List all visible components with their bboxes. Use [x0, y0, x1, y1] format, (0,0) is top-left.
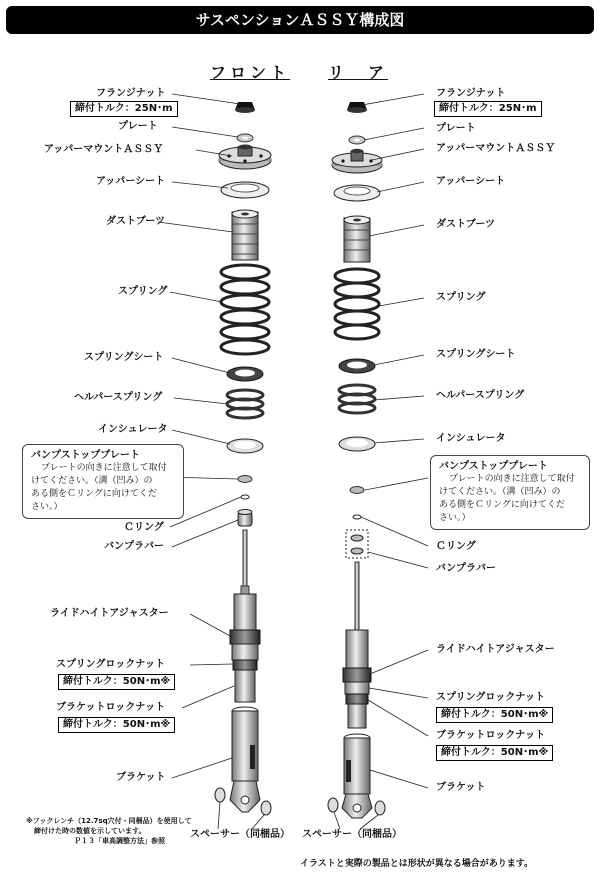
front-torque-flange-nut: 締付トルク：25N･m [70, 101, 178, 117]
rear-helper-spring [339, 385, 375, 413]
rear-label-c-ring: Ｃリング [436, 541, 476, 552]
rear-bump-rubber [346, 530, 368, 558]
front-bump-stop-callout [22, 444, 184, 519]
rear-torque-spring-lock-nut: 締付トルク：50N･m※ [436, 707, 553, 723]
rear-label-spring-seat: スプリングシート [436, 349, 516, 360]
front-bump-stop-plate [238, 476, 252, 483]
rear-label-spacer: スペーサー（同梱品） [302, 829, 402, 840]
front-label-upper-mount: アッパーマウントＡＳＳＹ [44, 144, 164, 155]
torque-note-line3: Ｐ１３「車高調整方法」参照 [74, 837, 165, 845]
rear-bump-stop-line1: プレートの向きに注意して取付 [449, 474, 575, 484]
front-label-bracket: ブラケット [116, 772, 166, 783]
rear-c-ring [353, 515, 361, 519]
rear-label-bracket: ブラケット [436, 782, 486, 793]
front-dust-boots [232, 210, 258, 260]
rear-bump-stop-plate [350, 487, 364, 494]
rear-label-spring: スプリング [436, 292, 486, 303]
rear-bump-stop-title: バンプストッププレート [439, 461, 548, 472]
front-label-c-ring: Ｃリング [124, 522, 164, 533]
rear-damper [343, 562, 371, 728]
torque-note [26, 816, 192, 846]
front-label-plate: プレート [118, 121, 158, 132]
rear-bump-stop-line2: けてください。（溝（凹み）の [439, 487, 561, 497]
rear-bump-stop-line3: ある側をＣリングに向けてくだ [439, 500, 565, 510]
rear-bump-stop-line4: さい。） [439, 513, 471, 523]
rear-label-helper-spring: ヘルパースプリング [436, 390, 525, 401]
front-label-helper-spring: ヘルパースプリング [74, 392, 163, 403]
front-torque-spring-lock-nut: 締付トルク：50N･m※ [58, 674, 175, 690]
front-bump-stop-line1: プレートの向きに注意して取付 [41, 463, 167, 473]
front-c-ring [241, 495, 249, 499]
rear-spring [335, 269, 379, 339]
rear-bracket [328, 734, 385, 818]
rear-torque-bracket-lock-nut: 締付トルク：50N･m※ [436, 745, 553, 761]
front-bump-stop-line3: ある側をＣリングに向けてくだ [31, 489, 157, 499]
rear-upper-mount [332, 149, 382, 173]
front-assembly [215, 102, 271, 815]
torque-note-line2: 締付けた時の数値を示しています。 [34, 827, 146, 835]
front-bump-stop-title: バンプストッププレート [31, 450, 140, 461]
front-label-upper-seat: アッパーシート [96, 176, 166, 187]
front-label-spring: スプリング [118, 286, 168, 297]
footer-disclaimer: イラストと実際の製品とは形状が異なる場合があります。 [300, 859, 534, 869]
rear-label-upper-mount: アッパーマウントＡＳＳＹ [436, 143, 556, 154]
rear-bump-stop-callout [430, 455, 590, 530]
front-label-flange-nut: フランジナット [96, 88, 166, 99]
front-bump-stop-line4: さい。） [31, 502, 63, 512]
torque-note-line1: ※フックレンチ（12.7sq穴付・同梱品）を使用して [26, 817, 192, 825]
rear-label-insulator: インシュレータ [436, 433, 506, 444]
page-title: サスペンションＡＳＳＹ構成図 [6, 6, 594, 34]
rear-label-plate: プレート [436, 123, 476, 134]
rear-assembly [328, 102, 385, 818]
front-damper [230, 530, 260, 702]
leader-lines [158, 94, 428, 829]
front-upper-mount [219, 145, 271, 170]
front-label-bump-rubber: バンプラバー [104, 541, 164, 552]
front-bump-stop-line2: けてください。（溝（凹み）の [31, 476, 153, 486]
rear-label-spring-lock-nut: スプリングロックナット [436, 692, 545, 703]
front-helper-spring [227, 390, 263, 418]
rear-torque-flange-nut: 締付トルク：25N･m [434, 101, 542, 117]
front-label-ride-height-adjuster: ライドハイトアジャスター [50, 608, 169, 619]
rear-label-bump-rubber: バンプラバー [436, 563, 496, 574]
rear-label-bracket-lock-nut: ブラケットロックナット [436, 730, 546, 741]
rear-heading: リ ア [328, 63, 389, 82]
rear-label-ride-height-adjuster: ライドハイトアジャスター [436, 644, 555, 655]
front-label-insulator: インシュレータ [98, 424, 168, 435]
front-torque-bracket-lock-nut: 締付トルク：50N･m※ [58, 717, 175, 733]
front-label-spring-lock-nut: スプリングロックナット [56, 659, 165, 670]
rear-label-flange-nut: フランジナット [436, 88, 506, 99]
front-label-dust-boots: ダストブーツ [106, 216, 165, 227]
front-label-spacer: スペーサー（同梱品） [190, 829, 290, 840]
front-label-spring-seat: スプリングシート [84, 352, 164, 363]
front-heading: フロント [210, 63, 291, 82]
rear-label-upper-seat: アッパーシート [436, 176, 506, 187]
rear-label-dust-boots: ダストブーツ [436, 219, 495, 230]
front-bump-rubber [238, 510, 252, 527]
rear-dust-boots [344, 216, 370, 262]
front-spring [221, 265, 269, 354]
front-label-bracket-lock-nut: ブラケットロックナット [56, 702, 166, 713]
